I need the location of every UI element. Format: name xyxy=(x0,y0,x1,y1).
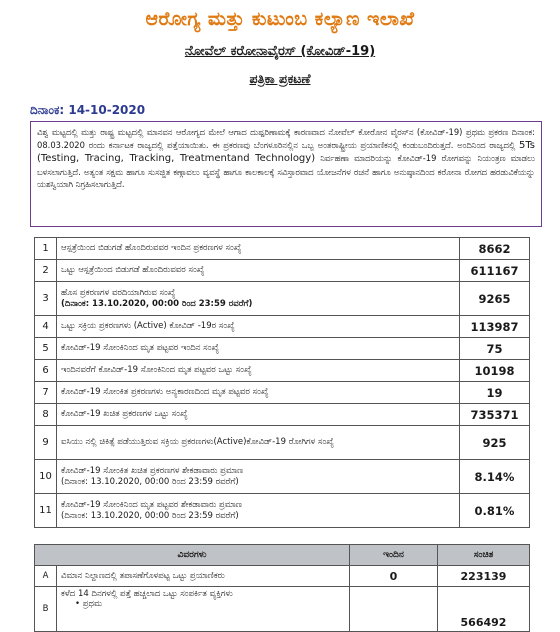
row-number: 3 xyxy=(35,282,57,316)
row-total-value: 566492 xyxy=(438,587,530,632)
row-number: 8 xyxy=(35,404,57,426)
bullet-label: ಪ್ರಥಮ xyxy=(82,599,103,609)
press-release-heading: ಪತ್ರಿಕಾ ಪ್ರಕಟಣೆ xyxy=(249,71,311,86)
table-row xyxy=(35,587,530,632)
stats-row xyxy=(35,316,530,338)
bullet-dot-icon: • xyxy=(75,599,81,609)
stats-row xyxy=(35,404,530,426)
row-label: ಕೋವಿಡ್-19 ಸೋಂಕಿತ ಖಚಿತ ಪ್ರಕರಣಗಳ ಶೇಕಡಾವಾರು ಪ್ರಮಾಣ xyxy=(61,465,244,476)
row-value: 75 xyxy=(460,338,530,360)
stats-row xyxy=(35,494,530,528)
row-number: 6 xyxy=(35,360,57,382)
row-number: 10 xyxy=(35,460,57,494)
row-label-block xyxy=(57,282,460,316)
row-number: 5 xyxy=(35,338,57,360)
row-label-block xyxy=(57,494,460,528)
stats-row xyxy=(35,460,530,494)
row-label: ಆಸ್ಪತ್ರೆಯಿಂದ ಬಿಡುಗಡೆ ಹೊಂದಿರುವವರ ಇಂದಿನ ಪ್ರಕರಣಗಳ ಸಂಖ್ಯೆ xyxy=(57,238,460,260)
row-label: ಕೋವಿಡ್-19 ಸೋಂಕಿನಿಂದ ಮೃತ ಪಟ್ಟವರ ಶೇಕಡಾವಾರು ಪ್ರಮಾಣ xyxy=(61,499,242,510)
stats-row xyxy=(35,238,530,260)
intro-text-part1: ವಿಶ್ವ ಮಟ್ಟದಲ್ಲಿ ಮತ್ತು ರಾಷ್ಟ್ರ ಮಟ್ಟದಲ್ಲಿ ಮಾನವನ ಆರೋಗ್ಯದ ಮೇಲೆ ಆಗಾದ ದುಷ್ಪರಿಣಾಮಕ್ಕೆ ಕಾರಣವಾದ ನೋವೆಲ್ ಕೋರೋನ ವೈರಸ್‌ನ (ಕೋವಿಡ್-19) ಪ್ರಥಮ ಪ್ರಕರಣ ದಿನಾಂಕ: 08.03.2020 ರಂದು ಕರ್ನಾಟಕ ರಾಜ್ಯದಲ್ಲಿ ಪತ್ತೆಯಾಯಿತು. ಈ ಪ್ರಕರಣವು ಬೆಂಗಳೂರಿನಲ್ಲಿನ ಒಬ್ಬ ಅಂತರಾಷ್ಟ್ರೀಯ ಪ್ರಯಾಣಿಕನಲ್ಲಿ ಕಂಡುಬಂದಿರುತ್ತದೆ. ಅಂದಿನಿಂದ ರಾಜ್ಯದಲ್ಲಿ xyxy=(37,127,535,150)
row-label: ಒಟ್ಟು ಆಸ್ಪತ್ರೆಯಿಂದ ಬಿಡುಗಡೆ ಹೊಂದಿರುವವರ ಸಂಖ್ಯೆ xyxy=(57,260,460,282)
stats-row xyxy=(35,282,530,316)
row-label: ಕೋವಿಡ್-19 ಸೋಂಕಿತ ಪ್ರಕರಣಗಳು ಅನ್ಯಕಾರಣದಿಂದ ಮೃತ ಪಟ್ಟವರ ಸಂಖ್ಯೆ xyxy=(57,382,460,404)
row-number: 11 xyxy=(35,494,57,528)
row-label: ಐಸಿಯು ನಲ್ಲಿ ಚಿಕಿತ್ಸೆ ಪಡೆಯುತ್ತಿರುವ ಸಕ್ರಿಯ ಪ್ರಕರಣಗಳು(Active)ಕೋವಿಡ್-19 ರೋಗಿಗಳ ಸಂಖ್ಯೆ xyxy=(57,426,460,460)
row-sublabel: (ದಿನಾಂಕ: 13.10.2020, 00:00 ರಿಂದ 23:59 ರವರೆಗೆ) xyxy=(61,476,239,487)
row-label: ಕಳೆದ 14 ದಿನಗಳಲ್ಲಿ ಪತ್ತೆ ಹಚ್ಚಲಾದ ಒಟ್ಟು ಸಂಪರ್ಕಿತ ವ್ಯಕ್ತಿಗಳು xyxy=(61,589,233,599)
table-row xyxy=(35,566,530,587)
header-details: ವಿವರಗಳು xyxy=(35,545,350,566)
covid-stats-table xyxy=(34,237,530,528)
row-label-block xyxy=(57,587,350,632)
row-label: ಕೋವಿಡ್-19 ಖಚಿತ ಪ್ರಕರಣಗಳ ಒಟ್ಟು ಸಂಖ್ಯೆ xyxy=(57,404,460,426)
row-value: 19 xyxy=(460,382,530,404)
row-number: 9 xyxy=(35,426,57,460)
intro-text-part2: ನಿರ್ವಹಣಾ ಮಾದರಿಯನ್ನು ಕೋವಿಡ್-19 ರೋಗವನ್ನು ನಿಯಂತ್ರಣ ಮಾಡಲು ಬಳಸಲಾಗುತ್ತಿದೆ. ಅತ್ಯಂತ ಸಕ್ಷಮ ಹಾಗೂ ಸುಸಜ್ಜಿತ ಕಣ್ಗಾವಲು ವ್ಯವಸ್ಥೆ ಹಾಗೂ ಕಾಲಕಾಲಕ್ಕೆ ಸವಿಸ್ತಾರವಾದ ಯೋಜನೆಗಳ ರಚನೆ ಹಾಗೂ ಅನುಷ್ಠಾನದಿಂದ ಕರೋನಾ ರೋಗದ ಹರಡುವಿಕೆಯನ್ನು ಯಶಸ್ವಿಯಾಗಿ ನಿಗ್ರಹಿಸಲಾಗುತ್ತಿದೆ. xyxy=(37,153,535,190)
surveillance-table xyxy=(34,544,530,632)
row-today-value: 0 xyxy=(350,566,438,587)
row-value: 611167 xyxy=(460,260,530,282)
row-number: 2 xyxy=(35,260,57,282)
row-key: B xyxy=(35,587,57,632)
row-value: 113987 xyxy=(460,316,530,338)
stats-row xyxy=(35,360,530,382)
row-value: 0.81% xyxy=(460,494,530,528)
table-header-row xyxy=(35,545,530,566)
row-number: 4 xyxy=(35,316,57,338)
row-value: 735371 xyxy=(460,404,530,426)
stats-row xyxy=(35,338,530,360)
row-value: 925 xyxy=(460,426,530,460)
department-title: ಆರೋಗ್ಯ ಮತ್ತು ಕುಟುಂಬ ಕಲ್ಯಾಣ ಇಲಾಖೆ xyxy=(145,8,415,30)
document-subtitle: ನೋವೆಲ್ ಕರೋನಾವೈರಸ್ (ಕೋವಿಡ್-19) xyxy=(184,44,376,59)
row-number: 1 xyxy=(35,238,57,260)
row-total-value: 223139 xyxy=(438,566,530,587)
stats-row xyxy=(35,426,530,460)
stats-row xyxy=(35,260,530,282)
intro-paragraph xyxy=(30,121,542,227)
header-total: ಸಂಚಿತ xyxy=(438,545,530,566)
row-value: 9265 xyxy=(460,282,530,316)
bullet-item xyxy=(61,599,345,609)
row-label: ಕೋವಿಡ್-19 ಸೋಂಕಿನಿಂದ ಮೃತ ಪಟ್ಟವರ ಇಂದಿನ ಸಂಖ್ಯೆ xyxy=(57,338,460,360)
row-label-block xyxy=(57,460,460,494)
stats-row xyxy=(35,382,530,404)
header-today: ಇಂದಿನ xyxy=(350,545,438,566)
row-label: ಹೊಸ ಪ್ರಕರಣಗಳ ವರದಿಯಾಗಿರುವ ಸಂಖ್ಯೆ xyxy=(61,287,176,298)
row-label: ಒಟ್ಟು ಸಕ್ರಿಯ ಪ್ರಕರಣಗಳು (Active) ಕೋವಿಡ್ -19ರ ಸಂಖ್ಯೆ xyxy=(57,316,460,338)
row-value: 8.14% xyxy=(460,460,530,494)
row-number: 7 xyxy=(35,382,57,404)
row-value: 8662 xyxy=(460,238,530,260)
row-key: A xyxy=(35,566,57,587)
row-label: ವಿಮಾನ ನಿಲ್ದಾಣದಲ್ಲಿ ತಪಾಸಣೆಗೊಳಪಟ್ಟ ಒಟ್ಟು ಪ್ರಯಾಣಿಕರು xyxy=(57,566,350,587)
row-today-value xyxy=(350,587,438,632)
row-value: 10198 xyxy=(460,360,530,382)
row-sublabel: (ದಿನಾಂಕ: 13.10.2020, 00:00 ರಿಂದ 23:59 ರವರೆಗೆ) xyxy=(61,510,239,521)
intro-text-5ts: 5Ts (Testing, Tracing, Tracking, Treatmentand Technology) xyxy=(37,139,535,165)
row-label: ಇಂದಿನವರೆಗೆ ಕೋವಿಡ್-19 ಸೋಂಕಿನಿಂದ ಮೃತ ಪಟ್ಟವರ ಒಟ್ಟು ಸಂಖ್ಯೆ xyxy=(57,360,460,382)
row-sublabel: (ದಿನಾಂಕ: 13.10.2020, 00:00 ರಿಂದ 23:59 ರವರೆಗೆ) xyxy=(61,298,253,309)
release-date: ದಿನಾಂಕ: 14-10-2020 xyxy=(30,103,146,117)
